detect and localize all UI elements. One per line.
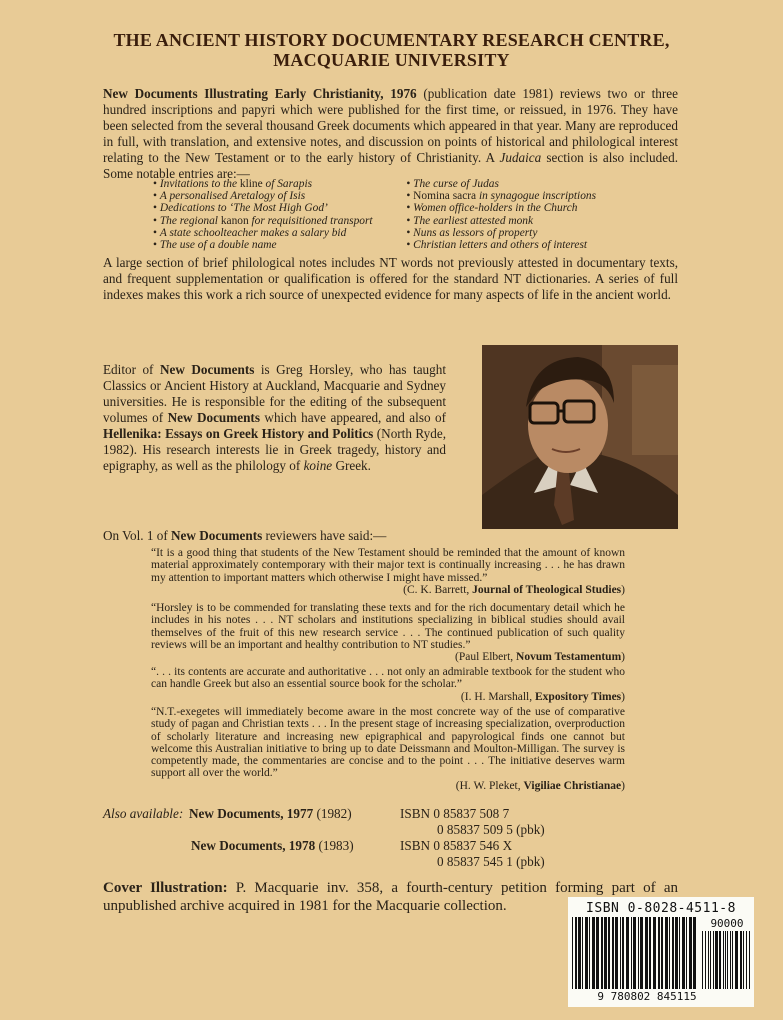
barcode-bar [658,917,660,989]
review-quote [151,666,625,703]
barcode-ean-text: 9 780802 845115 [597,990,697,1003]
barcode-bar [727,931,728,989]
barcode-bar [661,917,663,989]
barcode-bar [693,917,696,989]
barcode-bar [653,917,656,989]
quote-attribution: (C. K. Barrett, Journal of Theological Studies) [403,583,625,596]
barcode-bar [730,931,731,989]
barcode-bar [689,917,692,989]
list-item: • Dedications to ‘The Most High God’ [153,202,406,214]
editor-photo [482,345,678,529]
quote-text: “Horsley is to be commended for translating these texts and for the rich documentary detail which he includes in his notes . . . NT scholars and institutions specializing in biblical studies should avail themselves of the fruit of this new research service . . . The continued publication of such quality reviews will be an important and healthy contribution to NT studies.” [151,602,625,651]
review-quote [151,547,625,596]
list-item: • The earliest attested monk [406,215,633,227]
barcode-bar [672,917,674,989]
barcode-bar [633,917,636,989]
barcode-bar [713,931,714,989]
portrait-illustration [482,345,678,529]
list-item: • Christian letters and others of interest [406,239,633,251]
quote-attribution: (Paul Elbert, Novum Testamentum) [455,651,625,664]
review-quote [151,706,625,792]
barcode-bar [592,917,595,989]
barcode-bar [686,917,687,989]
barcode-bar [715,931,718,989]
list-item: • The regional kanon for requisitioned transport [153,215,406,227]
barcode-bar [723,931,724,989]
barcode-bar [601,917,603,989]
publisher-heading [40,30,743,70]
isbn-line: ISBN 0 85837 546 X [400,838,513,853]
quote-text: “N.T.-exegetes will immediately become aware in the most concrete way of the use of comparative study of pagan and Christian texts . . . In the present stage of increasing specialization, overproduction of scholarly literature and increasing new epigraphical and papyrological finds one cannot but welcome this Australian initiative to bring up to date Deissmann and Moulton-Milligan. The survey is competently made, the commentaries are concise and to the point . . . The initiative deserves warm support all over the world.” [151,706,625,780]
barcode-bar [746,931,747,989]
barcode-bar [719,931,721,989]
barcode-bar [572,917,573,989]
barcode-bar [749,931,750,989]
quote-attribution: (I. H. Marshall, Expository Times) [460,690,625,703]
judaica-term: Judaica [499,150,542,165]
barcode-bar [585,917,588,989]
barcode-addon-text: 90000 [710,917,744,930]
barcode-bar [582,917,583,989]
barcode-bar [638,917,639,989]
barcode-bar [645,917,648,989]
also-available-label: Also available: [103,806,184,821]
intro-text-2: section is also included. Some notable entries are:— [103,150,678,181]
barcode-addon-bars [702,931,752,989]
barcode-bar [640,917,643,989]
barcode-bar [620,917,621,989]
entries-right-column [406,178,633,251]
quote-attribution: (H. W. Pleket, Vigiliae Christianae) [455,779,625,792]
intro-paragraph [103,86,678,182]
barcode-bar [631,917,632,989]
isbn-line: 0 85837 509 5 (pbk) [437,822,545,837]
heading-line-1: THE ANCIENT HISTORY DOCUMENTARY RESEARCH CENTRE, [113,30,670,50]
barcode-bar [604,917,607,989]
barcode-bar [575,917,577,989]
barcode-bar [679,917,680,989]
barcode-bar [669,917,670,989]
barcode-bar [596,917,599,989]
book-title: New Documents Illustrating Early Christianity, 1976 [103,86,417,101]
barcode-bar [612,917,614,989]
barcode-bar [682,917,685,989]
reviews-intro: On Vol. 1 of New Documents reviewers have said:— [103,528,387,543]
list-item: • The curse of Judas [406,178,633,190]
barcode-bar [732,931,733,989]
available-title: New Documents, 1978 (1983) [191,838,354,853]
entries-left-column [153,178,406,251]
barcode-bar [740,931,742,989]
list-item: • Nuns as lessors of property [406,227,633,239]
barcode-bar [708,931,709,989]
list-item: • A state schoolteacher makes a salary bid [153,227,406,239]
barcode-bar [578,917,581,989]
barcode-bar [710,931,711,989]
isbn-line: 0 85837 545 1 (pbk) [437,854,545,869]
barcode-bar [725,931,726,989]
barcode-bar [608,917,610,989]
notes-paragraph: A large section of brief philological notes includes NT words not previously attested in documentary texts, and frequent supplementation or qualification is offered for the standard NT dictionaries. A series of full indexes makes this work a rich source of unexpected evidence for many aspects of life in the ancient world. [103,255,678,302]
editor-bio: Editor of New Documents is Greg Horsley, who has taught Classics or Ancient History at Auckland, Macquarie and Sydney universities. He is responsible for the editing of the subsequent volumes of New Documents which have appeared, and also of Hellenika: Essays on Greek History and Politics (North Ryde, 1982). His research interests lie in Greek tragedy, history and epigraphy, as well as the philology of koine Greek. [103,362,446,473]
intro-text-1: (publication date 1981) reviews two or three hundred inscriptions and papyri which were published for the first time, or reissued, in 1976. They have been selected from the several thousand Greek documents which appeared in that year. Many are reproduced in full, with translation, and extensive notes, and discussion on points of historical and philological interest relating to the New Testament or to the early history of Christianity. A [103,86,678,165]
list-item: • Women office-holders in the Church [406,202,633,214]
barcode-bar [622,917,624,989]
notable-entries-list [153,178,633,251]
barcode-bars [572,917,698,989]
heading-line-2: MACQUARIE UNIVERSITY [273,50,510,70]
barcode-bar [589,917,590,989]
barcode-bar [615,917,618,989]
barcode-bar [665,917,668,989]
barcode-isbn-text: ISBN 0-8028-4511-8 [586,901,736,916]
isbn-barcode [568,897,754,1007]
quote-text: “It is a good thing that students of the New Testament should be reminded that the amount of known material approximately contemporary with their major text is continually increasing . . . he has drawn my attention to important matters which otherwise I might have missed.” [151,547,625,584]
list-item: • The use of a double name [153,239,406,251]
review-quote [151,602,625,663]
cover-illustration-note: Cover Illustration: P. Macquarie inv. 358, a fourth-century petition forming part of an unpublished archive acquired in 1981 for the Macquarie collection. [103,880,678,914]
list-item: • Invitations to the kline of Sarapis [153,178,406,190]
barcode-bar [743,931,744,989]
quote-text: “. . . its contents are accurate and authoritative . . . not only an admirable textbook for the student who can handle Greek but also an essential source book for the scholar.” [151,666,625,691]
barcode-bar [649,917,651,989]
barcode-bar [702,931,703,989]
barcode-bar [735,931,738,989]
barcode-bar [626,917,629,989]
barcode-bar [705,931,706,989]
isbn-line: ISBN 0 85837 508 7 [400,806,510,821]
also-available [103,806,643,870]
barcode-bar [675,917,678,989]
available-title: New Documents, 1977 (1982) [189,806,352,821]
list-item: • A personalised Aretalogy of Isis [153,190,406,202]
list-item: • Nomina sacra in synagogue inscriptions [406,190,633,202]
